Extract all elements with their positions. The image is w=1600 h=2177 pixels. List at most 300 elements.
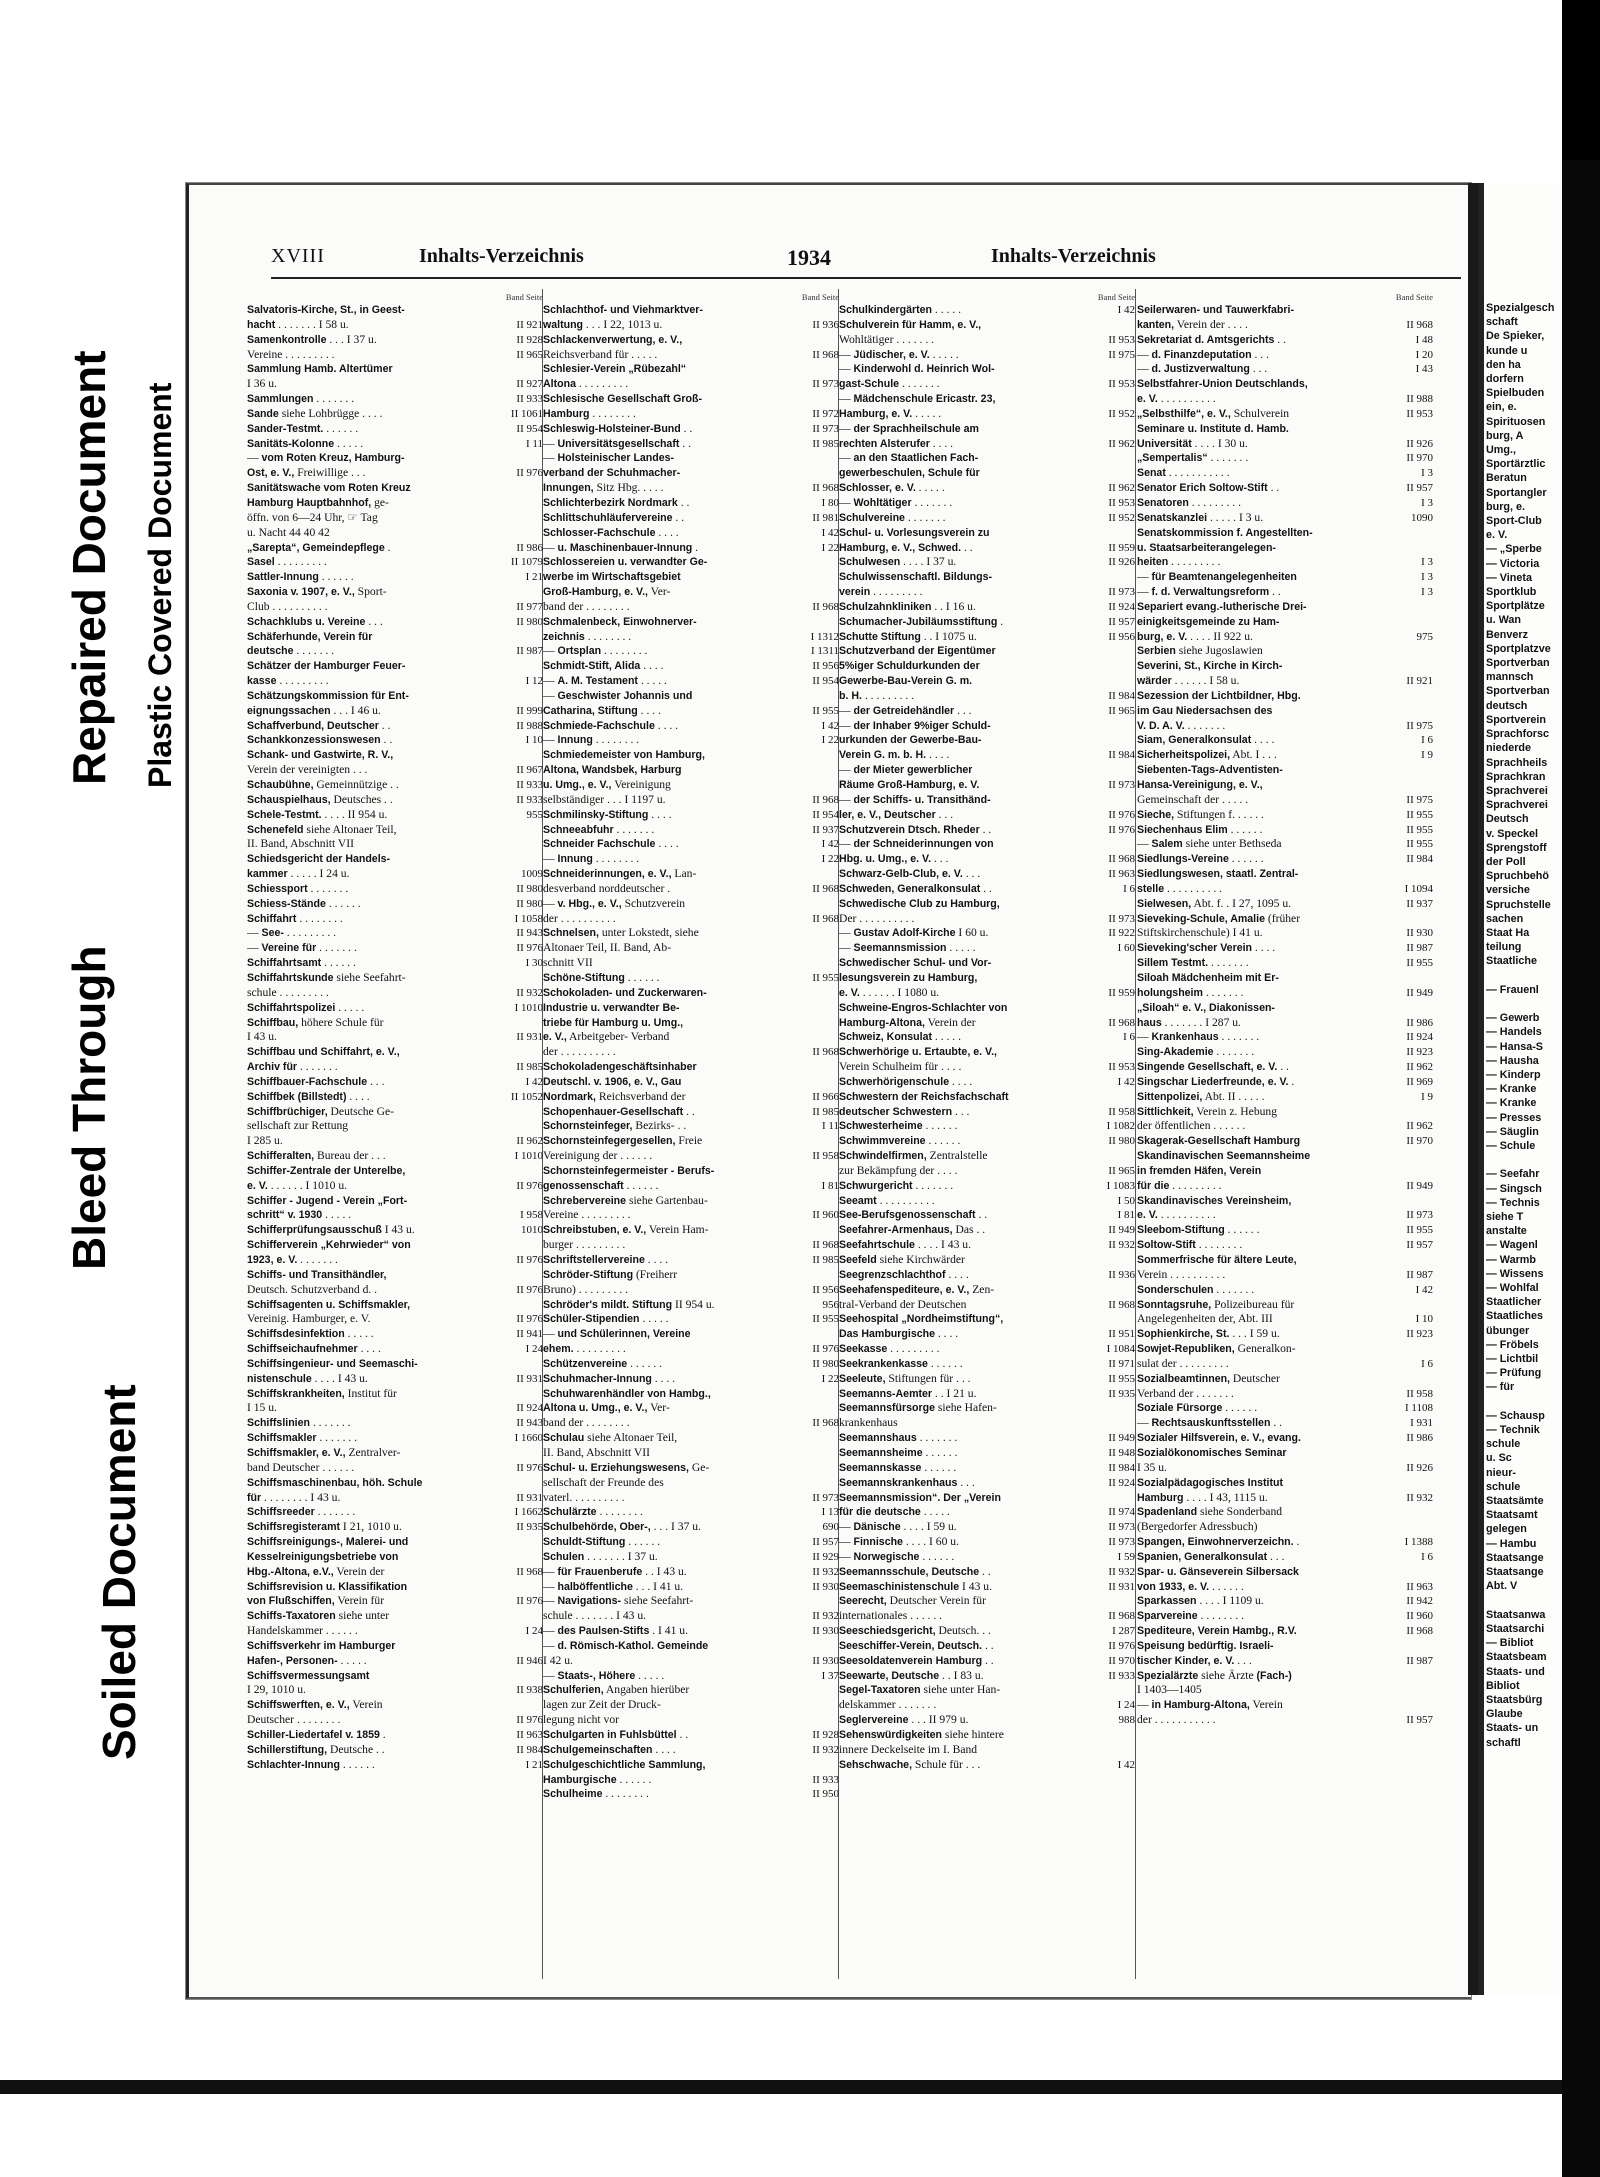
index-entry-text: Deutschl. v. 1906, e. V., Gau xyxy=(543,1075,682,1088)
index-entry-text: — Krankenhaus . . . . . . . xyxy=(1137,1030,1260,1044)
index-entry-text: Schokoladen- und Zuckerwaren- xyxy=(543,986,707,999)
next-page-line: den ha xyxy=(1486,358,1521,371)
index-entry-text: Schnelsen, unter Lokstedt, siehe xyxy=(543,926,699,940)
index-entry-text: Schiffsvermessungsamt xyxy=(247,1669,370,1682)
index-entry xyxy=(1137,837,1433,852)
index-entry-reference: II 970 xyxy=(1406,452,1433,465)
next-page-line: Sportverban xyxy=(1486,657,1550,670)
index-entry xyxy=(1137,971,1433,986)
index-entry-reference: II 930 xyxy=(812,1625,839,1638)
index-entry-reference: II 973 xyxy=(812,378,839,391)
index-entry-text: legung nicht vor xyxy=(543,1713,619,1727)
next-page-line: — Gewerb xyxy=(1486,1012,1540,1025)
index-entry-reference: II 931 xyxy=(516,1491,543,1504)
index-entry-reference: I 1082 xyxy=(1106,1120,1135,1133)
next-page-line: Spielbuden xyxy=(1486,387,1545,400)
index-entry xyxy=(839,1238,1135,1253)
next-page-line: Staat Ha xyxy=(1486,926,1530,939)
index-entry xyxy=(543,1773,839,1788)
index-entry xyxy=(543,1580,839,1595)
index-entry-text: Schulgemeinschaften . . . . xyxy=(543,1742,676,1756)
index-entry-text: Schneider Fachschule . . . . xyxy=(543,837,679,851)
index-entry xyxy=(1137,852,1433,867)
index-entry-text: Selbstfahrer-Union Deutschlands, xyxy=(1137,378,1308,391)
index-entry-text: band Deutscher . . . . . . xyxy=(247,1460,355,1474)
index-entry-text: Wohltätiger . . . . . . . xyxy=(839,332,935,346)
next-page-line: — Hansa-S xyxy=(1486,1040,1543,1053)
index-entry xyxy=(543,600,839,615)
index-entry-text: Sattler-Innung . . . . . . xyxy=(247,570,354,584)
index-entry xyxy=(1137,555,1433,570)
index-entry-reference: II 932 xyxy=(516,986,543,999)
index-entry-text: Schätzer der Hamburger Feuer- xyxy=(247,660,406,673)
index-entry-text: Stiftskirchenschule) I 41 u. xyxy=(1137,926,1263,940)
index-entry-text: Schiffbrüchiger, Deutsche Ge- xyxy=(247,1104,394,1118)
index-entry-text: I 43 u. xyxy=(247,1030,277,1044)
index-entry-reference: I 1662 xyxy=(514,1506,543,1519)
directory-page xyxy=(186,183,1471,1999)
index-entry-text: Skagerak-Gesellschaft Hamburg xyxy=(1137,1135,1301,1148)
index-entry xyxy=(543,1342,839,1357)
index-entry xyxy=(1137,585,1433,600)
index-entry xyxy=(543,941,839,956)
index-entry-text: Spar- u. Gänseverein Silbersack xyxy=(1137,1565,1299,1578)
index-entry-reference: II 949 xyxy=(1406,1179,1433,1192)
index-entry xyxy=(247,1491,543,1506)
index-entry-text: Siam, Generalkonsulat . . . . xyxy=(1137,733,1275,747)
index-entry xyxy=(543,377,839,392)
index-entry-text: Schulärzte . . . . . . . . xyxy=(543,1505,643,1519)
index-entry-reference: II 975 xyxy=(1406,793,1433,806)
index-entry xyxy=(839,511,1135,526)
index-entry-text: Sparvereine . . . . . . . . xyxy=(1137,1609,1245,1623)
index-entry-text: u. Nacht 44 40 42 xyxy=(247,525,330,539)
index-entry-reference: II 955 xyxy=(1108,1372,1135,1385)
index-entry-text: sellschaft der Freunde des xyxy=(543,1475,664,1489)
index-entry-reference: II 957 xyxy=(1108,615,1135,628)
index-entry-text: „Sempertalis“ . . . . . . . xyxy=(1137,451,1249,465)
index-entry-reference: II 937 xyxy=(812,823,839,836)
index-entry-text: Sozialpädagogisches Institut xyxy=(1137,1476,1283,1489)
index-entry xyxy=(247,689,543,704)
index-entry xyxy=(543,852,839,867)
index-entry xyxy=(1137,1001,1433,1016)
index-entry-reference: II 932 xyxy=(812,1565,839,1578)
index-entry-reference: II 967 xyxy=(516,764,543,777)
index-entry-text: Schiffahrtsamt . . . . . . xyxy=(247,956,356,970)
index-entry-reference: II 1052 xyxy=(510,1090,543,1103)
next-page-line: u. Sc xyxy=(1486,1452,1512,1465)
next-page-line: Staatsbeam xyxy=(1486,1651,1547,1664)
watermark-repaired-document: Repaired Document xyxy=(63,350,115,785)
index-entry-reference: II 932 xyxy=(1108,1565,1135,1578)
next-page-line xyxy=(1486,1593,1562,1607)
index-entry xyxy=(543,422,839,437)
index-entry-text: kasse . . . . . . . . . xyxy=(247,674,329,688)
index-entry-text: waltung . . . I 22, 1013 u. xyxy=(543,317,663,331)
index-entry-reference: II 968 xyxy=(1108,1016,1135,1029)
index-entry xyxy=(1137,362,1433,377)
index-entry-reference: II 980 xyxy=(812,1357,839,1370)
index-entry-text: Hamburg Hauptbahnhof, ge- xyxy=(247,495,389,509)
index-entry xyxy=(247,912,543,927)
index-entry-reference: II 980 xyxy=(516,882,543,895)
index-entry-reference: II 976 xyxy=(516,1714,543,1727)
index-entry-text: Seegrenzschlachthof . . . . xyxy=(839,1267,969,1281)
index-entry-reference: I 6 xyxy=(1421,1550,1433,1563)
index-entry-text: Schiffsverkehr im Hamburger xyxy=(247,1639,396,1652)
index-entry xyxy=(1137,437,1433,452)
index-entry-reference: II 932 xyxy=(812,1610,839,1623)
index-entry-text: Schmiede-Fachschule . . . . xyxy=(543,718,679,732)
index-entry-text: Schiffbau und Schiffahrt, e. V., xyxy=(247,1046,400,1059)
index-entry-reference: II 953 xyxy=(1108,333,1135,346)
index-entry xyxy=(543,407,839,422)
index-column-1 xyxy=(247,291,543,1773)
index-entry-text: band der . . . . . . . . xyxy=(543,1416,630,1430)
index-entry xyxy=(543,867,839,882)
index-entry xyxy=(839,1179,1135,1194)
index-entry-text: genossenschaft . . . . . . xyxy=(543,1178,659,1192)
index-entry-reference: II 980 xyxy=(516,897,543,910)
index-entry xyxy=(839,1312,1135,1327)
index-entry xyxy=(543,1298,839,1313)
scan-top-margin xyxy=(0,0,1600,48)
index-entry xyxy=(1137,541,1433,556)
index-entry-reference: II 954 xyxy=(516,422,543,435)
index-entry-text: Schlosser, e. V. . . . . . xyxy=(839,481,945,495)
index-entry xyxy=(247,1268,543,1283)
index-entry xyxy=(543,1520,839,1535)
index-entry-text: internationales . . . . . . xyxy=(839,1609,943,1623)
index-entry xyxy=(247,481,543,496)
index-entry-text: e. V. . . . . . . . . . . xyxy=(1137,1208,1216,1222)
index-entry-text: — an den Staatlichen Fach- xyxy=(839,451,979,465)
index-entry xyxy=(839,1372,1135,1387)
next-page-line: u. Wan xyxy=(1486,614,1521,627)
index-entry-text: Seemannsmission“. Der „Verein xyxy=(839,1491,1001,1504)
index-entry-reference: I 1084 xyxy=(1106,1343,1135,1356)
next-page-line: deutsch xyxy=(1486,699,1528,712)
index-entry xyxy=(247,437,543,452)
index-entry-text: Sittlichkeit, Verein z. Hebung xyxy=(1137,1104,1278,1118)
index-entry-text: Altonaer Teil, II. Band, Ab- xyxy=(543,941,672,955)
index-entry-reference: II 968 xyxy=(1406,1625,1433,1638)
index-entry-text: Schiffsreeder . . . . . . . xyxy=(247,1505,356,1519)
index-entry-text: Das Hamburgische . . . . xyxy=(839,1327,959,1341)
index-entry xyxy=(839,1090,1135,1105)
index-entry-text: Ost, e. V., Freiwillige . . . xyxy=(247,466,366,480)
index-entry xyxy=(247,1550,543,1565)
next-page-line xyxy=(1486,997,1562,1011)
index-entry xyxy=(543,1594,839,1609)
index-entry xyxy=(839,1609,1135,1624)
column-divider xyxy=(1135,289,1136,1979)
index-entry xyxy=(839,1253,1135,1268)
index-entry xyxy=(247,793,543,808)
index-entry xyxy=(839,1520,1135,1535)
index-entry-reference: II 974 xyxy=(1108,1506,1135,1519)
index-entry-reference: II 984 xyxy=(1108,749,1135,762)
index-column-3 xyxy=(839,291,1135,1773)
index-entry-reference: 1010 xyxy=(521,1224,543,1237)
index-entry xyxy=(543,1357,839,1372)
index-entry xyxy=(247,763,543,778)
index-entry xyxy=(839,481,1135,496)
index-entry-reference: II 972 xyxy=(812,407,839,420)
index-entry xyxy=(1137,986,1433,1001)
index-entry xyxy=(839,644,1135,659)
index-entry xyxy=(839,1743,1135,1758)
next-page-line: Staatsämte xyxy=(1486,1495,1544,1508)
index-entry xyxy=(543,437,839,452)
index-entry-reference: II 975 xyxy=(1108,348,1135,361)
index-entry-reference: I 3 xyxy=(1421,556,1433,569)
next-page-line: teilung xyxy=(1486,941,1522,954)
index-entry xyxy=(839,823,1135,838)
next-page-line xyxy=(1486,969,1562,983)
index-entry-reference: I 20 xyxy=(1415,348,1433,361)
index-entry-text: Schulzahnkliniken . . I 16 u. xyxy=(839,599,976,613)
index-entry xyxy=(1137,1476,1433,1491)
index-entry-reference: II 956 xyxy=(812,1283,839,1296)
index-entry xyxy=(543,1743,839,1758)
index-entry-text: (Bergedorfer Adressbuch) xyxy=(1137,1520,1258,1534)
index-entry-text: Sonderschulen . . . . . . . xyxy=(1137,1282,1255,1296)
index-entry-reference: I 1058 xyxy=(514,912,543,925)
index-entry xyxy=(1137,748,1433,763)
index-entry xyxy=(839,1580,1135,1595)
index-entry-text: Schulferien, Angaben hierüber xyxy=(543,1683,690,1697)
index-entry-reference: II 986 xyxy=(1406,1432,1433,1445)
index-entry-reference: II 952 xyxy=(1108,407,1135,420)
index-entry-reference: II 977 xyxy=(516,600,543,613)
index-entry-text: Schwedischer Schul- und Vor- xyxy=(839,957,992,970)
index-entry-text: Hamburg, e. V., Schwed. . . xyxy=(839,540,973,554)
index-entry xyxy=(1137,1505,1433,1520)
index-entry-text: Schiedsgericht der Handels- xyxy=(247,853,391,866)
next-page-line: sachen xyxy=(1486,912,1524,925)
index-entry-text: — Finnische . . . . I 60 u. xyxy=(839,1535,959,1549)
next-page-line: Sportangler xyxy=(1486,486,1547,499)
index-entry-reference: I 931 xyxy=(1410,1417,1433,1430)
index-entry-reference: I 50 xyxy=(1117,1194,1135,1207)
index-entry-text: Schiffbau, höhere Schule für xyxy=(247,1015,384,1029)
page-title-right: Inhalts-Verzeichnis xyxy=(991,245,1156,267)
next-page-line: Staats- und xyxy=(1486,1665,1545,1678)
next-page-line: nieur- xyxy=(1486,1466,1516,1479)
index-entry-reference: II 985 xyxy=(812,1254,839,1266)
index-entry-text: Schwerhörige u. Ertaubte, e. V., xyxy=(839,1046,997,1059)
index-entry-text: Schachklubs u. Vereine . . . xyxy=(247,614,383,628)
index-column-2 xyxy=(543,291,839,1802)
index-entry-text: Schriftstellervereine . . . . xyxy=(543,1253,669,1266)
index-entry-reference: II 956 xyxy=(1108,630,1135,643)
index-entry xyxy=(543,971,839,986)
index-entry-reference: II 963 xyxy=(516,1729,543,1741)
index-entry xyxy=(1137,926,1433,941)
next-page-line: — Victoria xyxy=(1486,557,1540,570)
index-entry xyxy=(839,674,1135,689)
index-entry-text: sulat der . . . . . . . . . xyxy=(1137,1356,1229,1370)
index-entry xyxy=(247,1357,543,1372)
header-rule xyxy=(271,277,1461,279)
index-entry-text: Schank- und Gastwirte, R. V., xyxy=(247,749,394,762)
index-entry xyxy=(247,823,543,838)
column-header: Band Seite xyxy=(801,292,839,302)
index-entry xyxy=(839,1446,1135,1461)
index-entry xyxy=(839,466,1135,481)
index-entry-reference: II 955 xyxy=(1406,808,1433,821)
index-entry xyxy=(1137,1268,1433,1283)
index-entry xyxy=(247,852,543,867)
index-entry xyxy=(839,1208,1135,1223)
index-entry-text: Schulau siehe Altonaer Teil, xyxy=(543,1431,678,1445)
index-entry xyxy=(543,1149,839,1164)
index-entry-reference: II 935 xyxy=(516,1521,543,1534)
index-entry xyxy=(839,808,1135,823)
index-entry-reference: I 24 xyxy=(525,1625,543,1638)
index-entry-text: Seemannsschule, Deutsche . . xyxy=(839,1564,991,1578)
index-entry-reference: II 928 xyxy=(812,1729,839,1741)
index-entry xyxy=(247,644,543,659)
index-entry xyxy=(839,1016,1135,1031)
index-entry xyxy=(1137,600,1433,615)
index-entry xyxy=(543,1327,839,1342)
index-entry xyxy=(247,1030,543,1045)
index-entry-reference: II 984 xyxy=(1108,689,1135,702)
index-entry-text: Schul- u. Erziehungswesens, Ge- xyxy=(543,1460,710,1474)
index-entry-text: e. V., Arbeitgeber- Verband xyxy=(543,1030,670,1044)
index-entry xyxy=(543,348,839,363)
index-entry-reference: II 968 xyxy=(812,348,839,361)
index-entry xyxy=(247,1446,543,1461)
index-entry-reference: II 966 xyxy=(812,1090,839,1103)
index-entry xyxy=(247,971,543,986)
index-entry-reference: II 973 xyxy=(1108,1521,1135,1534)
index-entry xyxy=(247,748,543,763)
index-entry-reference: II 963 xyxy=(1108,868,1135,881)
index-entry-text: Sanitäts-Kolonne . . . . . xyxy=(247,436,364,450)
index-entry-text: Seeschiedsgericht, Deutsch. . . xyxy=(839,1624,991,1638)
index-entry xyxy=(1137,496,1433,511)
index-entry xyxy=(247,1728,543,1743)
index-entry xyxy=(1137,1683,1433,1698)
index-entry xyxy=(543,1476,839,1491)
index-entry-text: Seemannsheime . . . . . . xyxy=(839,1445,958,1459)
index-entry-text: selbständiger . . . I 1197 u. xyxy=(543,792,666,806)
index-entry-text: band der . . . . . . . . xyxy=(543,599,630,613)
index-entry-reference: II 968 xyxy=(812,793,839,806)
index-entry xyxy=(247,808,543,823)
index-entry xyxy=(543,1208,839,1223)
index-entry xyxy=(247,1743,543,1758)
index-entry xyxy=(247,407,543,422)
next-page-line: gelegen xyxy=(1486,1523,1527,1536)
index-entry xyxy=(839,882,1135,897)
index-entry-text: — vom Roten Kreuz, Hamburg- xyxy=(247,451,405,465)
index-entry-text: Schiffahrtskunde siehe Seefahrt- xyxy=(247,970,406,984)
index-entry xyxy=(247,1134,543,1149)
next-page-line: — Singsch xyxy=(1486,1182,1542,1195)
index-entry-text: stelle . . . . . . . . . . xyxy=(1137,881,1223,895)
index-entry xyxy=(543,793,839,808)
index-entry xyxy=(839,1075,1135,1090)
index-entry xyxy=(247,1105,543,1120)
index-entry xyxy=(247,466,543,481)
index-entry xyxy=(839,1223,1135,1238)
index-entry-reference: I 43 xyxy=(1415,363,1433,376)
index-entry-text: Seminare u. Institute d. Hamb. xyxy=(1137,422,1289,435)
index-entry-text: Saxonia v. 1907, e. V., Sport- xyxy=(247,585,387,599)
next-page-line: — Kranke xyxy=(1486,1083,1537,1096)
index-entry-text: Seehospital „Nordheimstiftung“, xyxy=(839,1313,1004,1326)
index-entry-reference: I 42 xyxy=(821,838,839,851)
index-entry-text: — halböffentliche . . . I 41 u. xyxy=(543,1579,684,1593)
index-entry-reference: II 976 xyxy=(516,1179,543,1192)
index-entry-text: Verein G. m. b. H. . . . . xyxy=(839,748,950,762)
index-entry xyxy=(543,570,839,585)
index-entry-reference: I 11 xyxy=(525,437,543,450)
index-entry-text: Seemanns-Aemter . . I 21 u. xyxy=(839,1386,977,1400)
index-entry xyxy=(247,1327,543,1342)
index-entry xyxy=(839,1119,1135,1134)
index-entry xyxy=(543,362,839,377)
index-entry-text: Sehenswürdigkeiten siehe hintere xyxy=(839,1728,1004,1741)
index-entry-text: Der . . . . . . . . . . xyxy=(839,911,915,925)
index-entry-text: Schulheime . . . . . . . . xyxy=(543,1787,649,1801)
index-entry xyxy=(247,1535,543,1550)
index-entry-text: schule . . . . . . . . . xyxy=(247,985,329,999)
index-entry-text: Siebenten-Tags-Adventisten- xyxy=(1137,764,1283,777)
index-entry xyxy=(543,1164,839,1179)
index-entry xyxy=(543,1535,839,1550)
index-entry-reference: II 930 xyxy=(812,1654,839,1667)
index-entry-reference: II 949 xyxy=(1406,986,1433,999)
index-entry-reference: II 924 xyxy=(1108,600,1135,613)
index-entry-reference: II 933 xyxy=(516,779,543,791)
index-entry-text: Seemannshaus . . . . . . . xyxy=(839,1431,958,1445)
index-entry-text: Verein . . . . . . . . . . xyxy=(1137,1267,1226,1281)
index-entry xyxy=(839,600,1135,615)
index-entry xyxy=(247,1090,543,1105)
index-entry xyxy=(543,303,839,318)
index-entry-text: Hamburgische . . . . . . xyxy=(543,1772,652,1786)
index-entry xyxy=(1137,1194,1433,1209)
index-entry-text: Sieveking-Schule, Amalie (früher xyxy=(1137,911,1301,925)
index-entry-reference: II 943 xyxy=(516,1417,543,1430)
index-entry xyxy=(543,1194,839,1209)
index-entry xyxy=(839,1476,1135,1491)
index-entry-text: u. Umg., e. V., Vereinigung xyxy=(543,778,671,791)
index-entry-reference: II 957 xyxy=(1406,1714,1433,1727)
index-entry-text: — Ortsplan . . . . . . . . xyxy=(543,644,648,658)
index-entry-text: I 15 u. xyxy=(247,1401,277,1415)
index-entry-text: Seekrankenkasse . . . . . . xyxy=(839,1356,963,1370)
index-entry-reference: II 943 xyxy=(516,927,543,940)
index-entry-text: Spadenland siehe Sonderband xyxy=(1137,1505,1283,1519)
index-entry-reference: I 1083 xyxy=(1106,1179,1135,1192)
index-entry-text: haus . . . . . . . I 287 u. xyxy=(1137,1015,1241,1029)
index-entry-text: — v. Hbg., e. V., Schutzverein xyxy=(543,896,686,910)
index-entry-text: — und Schülerinnen, Vereine xyxy=(543,1327,691,1341)
next-page-line: Beratun xyxy=(1486,472,1527,485)
index-entry xyxy=(543,1698,839,1713)
next-page-line: — Warmb xyxy=(1486,1253,1536,1266)
index-entry-text: werbe im Wirtschaftsgebiet xyxy=(543,571,681,584)
index-entry xyxy=(1137,644,1433,659)
index-entry xyxy=(247,555,543,570)
